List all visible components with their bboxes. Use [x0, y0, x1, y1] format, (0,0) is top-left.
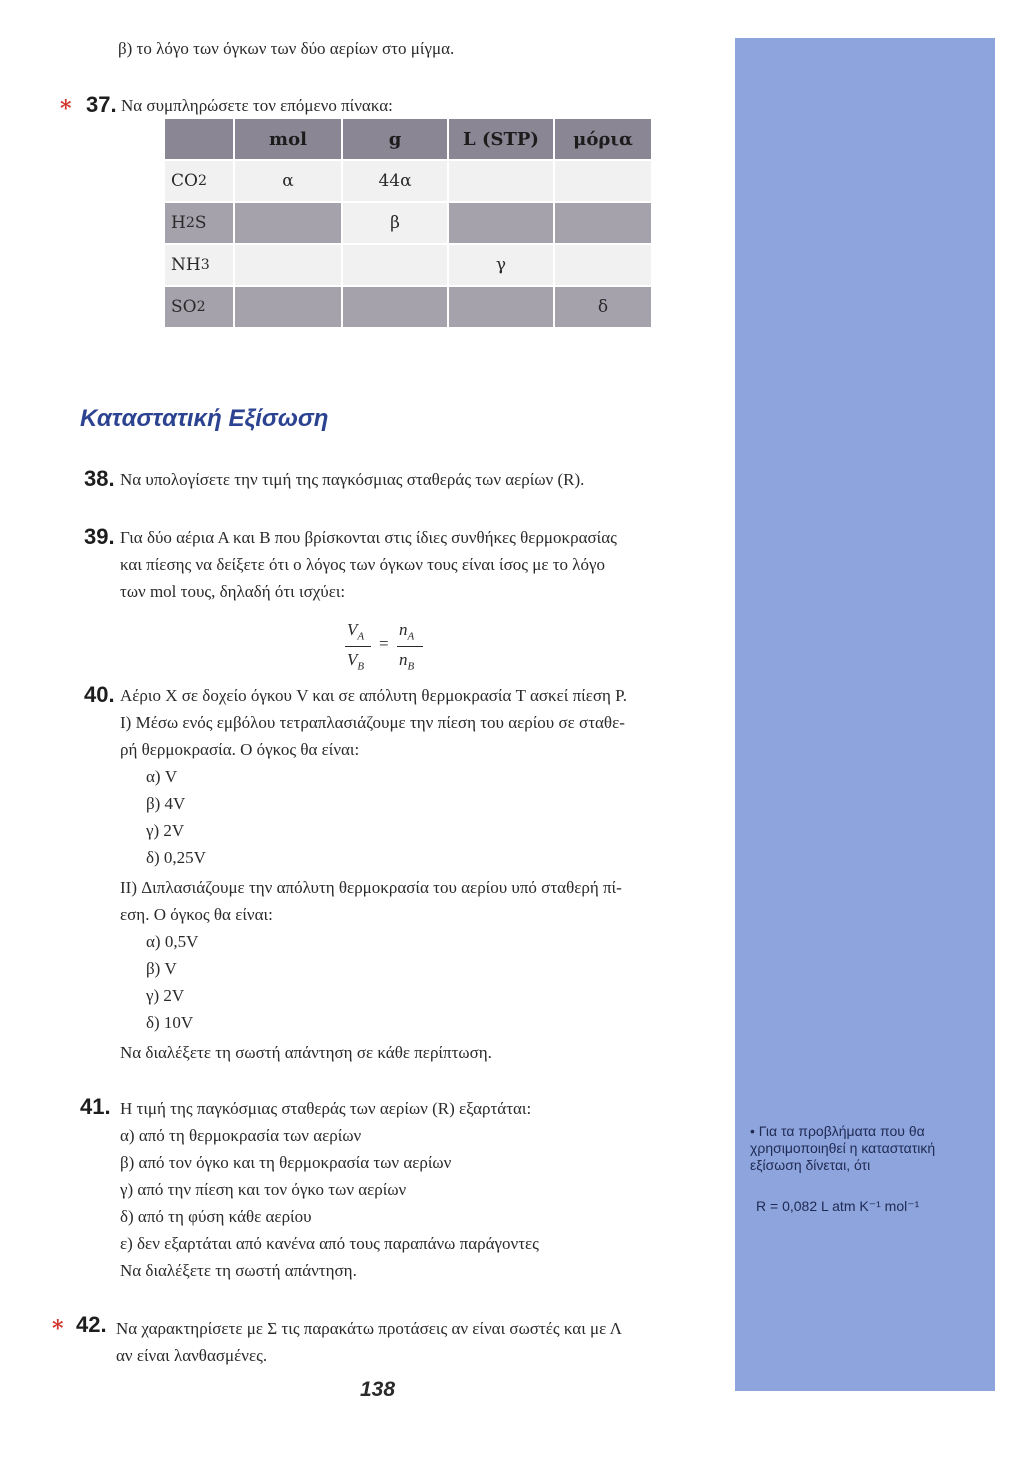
question-number-42: 42.	[76, 1312, 107, 1337]
formula-denominator-right: $n_B$	[399, 650, 415, 673]
question-number-38: 38.	[84, 466, 115, 491]
section-title: Καταστατική Εξίσωση	[80, 405, 329, 432]
q40-part2-option: γ) 2V	[146, 986, 185, 1005]
q40-part1-line2: ρή θερμοκρασία. Ο όγκος θα είναι:	[120, 740, 360, 759]
fraction-bar-right	[397, 646, 423, 647]
page-number: 138	[360, 1378, 396, 1401]
formula-equals: =	[379, 634, 389, 653]
q41-closing: Να διαλέξετε τη σωστή απάντηση.	[120, 1261, 357, 1280]
fraction-bar-left	[345, 646, 371, 647]
question-text-41: Η τιμή της παγκόσμιας σταθεράς των αερίων (R) εξαρτάται:	[120, 1099, 532, 1118]
table-row-nh3-formula: NH 3	[165, 245, 233, 285]
q40-part1-option: δ) 0,25V	[146, 848, 206, 867]
ratio-formula	[345, 620, 435, 680]
table-row-so2-formula: SO 2	[165, 287, 233, 327]
completion-table	[165, 119, 651, 329]
star-marker-37: *	[60, 96, 72, 122]
q40-part2-line2: εση. Ο όγκος θα είναι:	[120, 905, 273, 924]
table-header-g: g	[343, 119, 447, 159]
q40-part1-line1: I) Μέσω ενός εμβόλου τετραπλασιάζουμε την πίεση του αερίου σε σταθε-	[120, 713, 625, 732]
question-text-39-line2: και πίεσης να δείξετε ότι ο λόγος των όγκων τους είναι ίσος με το λόγο	[120, 555, 606, 574]
question-text-42-line1: Να χαρακτηρίσετε με Σ τις παρακάτω προτάσεις αν είναι σωστές και με Λ	[116, 1319, 622, 1338]
table-cell	[555, 203, 651, 243]
table-header-empty	[165, 119, 233, 159]
sidebar-note: • Για τα προβλήματα που θα χρησιμοποιηθεί η καταστατική εξίσωση δίνεται, ότι	[750, 1123, 936, 1173]
q41-option: α) από τη θερμοκρασία των αερίων	[120, 1126, 362, 1145]
question-text-37: Να συμπληρώσετε τον επόμενο πίνακα:	[121, 96, 393, 115]
table-cell	[343, 287, 447, 327]
star-marker-42: *	[52, 1316, 64, 1342]
question-number-41: 41.	[80, 1094, 111, 1119]
question-number-37: 37.	[86, 92, 117, 117]
table-cell: δ	[555, 287, 651, 327]
table-header-mol: mol	[235, 119, 341, 159]
margin-sidebar	[735, 38, 995, 1391]
q40-part1-option: β) 4V	[146, 794, 186, 813]
table-cell: 44α	[343, 161, 447, 201]
q40-part1-option: α) V	[146, 767, 178, 786]
table-cell	[235, 287, 341, 327]
formula-numerator-right: $n_A$	[399, 620, 415, 643]
table-cell	[235, 203, 341, 243]
question-text-38: Να υπολογίσετε την τιμή της παγκόσμιας σταθεράς των αερίων (R).	[120, 470, 585, 489]
table-cell	[555, 245, 651, 285]
table-row-h2s-formula: H 2 S	[165, 203, 233, 243]
table-row-co2-formula: CO 2	[165, 161, 233, 201]
sidebar-note-formula: R = 0,082 L atm K⁻¹ mol⁻¹	[756, 1198, 920, 1214]
table-cell	[343, 245, 447, 285]
table-cell: γ	[449, 245, 553, 285]
question-text-42-line2: αν είναι λανθασμένες.	[116, 1346, 268, 1365]
q41-option: β) από τον όγκο και τη θερμοκρασία των αερίων	[120, 1153, 452, 1172]
top-line: β) το λόγο των όγκων των δύο αερίων στο μίγμα.	[118, 39, 455, 58]
formula-denominator-left: $V_B$	[347, 650, 365, 673]
question-text-39-line3: των mol τους, δηλαδή ότι ισχύει:	[120, 582, 346, 601]
table-cell: β	[343, 203, 447, 243]
formula-numerator-left: $V_A$	[347, 620, 365, 643]
q41-option: ε) δεν εξαρτάται από κανένα από τους παραπάνω παράγοντες	[120, 1234, 539, 1253]
q40-part1-option: γ) 2V	[146, 821, 185, 840]
q40-part2-option: δ) 10V	[146, 1013, 194, 1032]
question-text-39-line1: Για δύο αέρια Α και Β που βρίσκονται στις ίδιες συνθήκες θερμοκρασίας	[120, 528, 617, 547]
q40-part2-line1: II) Διπλασιάζουμε την απόλυτη θερμοκρασία του αερίου υπό σταθερή πί-	[120, 878, 622, 897]
table-cell	[449, 161, 553, 201]
q40-closing: Να διαλέξετε τη σωστή απάντηση σε κάθε περίπτωση.	[120, 1043, 492, 1062]
question-number-39: 39.	[84, 524, 115, 549]
q41-option: γ) από την πίεση και τον όγκο των αερίων	[120, 1180, 407, 1199]
question-text-40: Αέριο X σε δοχείο όγκου V και σε απόλυτη θερμοκρασία T ασκεί πίεση P.	[120, 686, 628, 705]
table-cell	[235, 245, 341, 285]
table-cell	[555, 161, 651, 201]
q40-part2-option: α) 0,5V	[146, 932, 199, 951]
table-header-molecules: μόρια	[555, 119, 651, 159]
q40-part2-option: β) V	[146, 959, 177, 978]
question-number-40: 40.	[84, 682, 115, 707]
table-cell	[449, 287, 553, 327]
table-cell	[449, 203, 553, 243]
table-cell: α	[235, 161, 341, 201]
table-header-l-stp: L (STP)	[449, 119, 553, 159]
q41-option: δ) από τη φύση κάθε αερίου	[120, 1207, 312, 1226]
